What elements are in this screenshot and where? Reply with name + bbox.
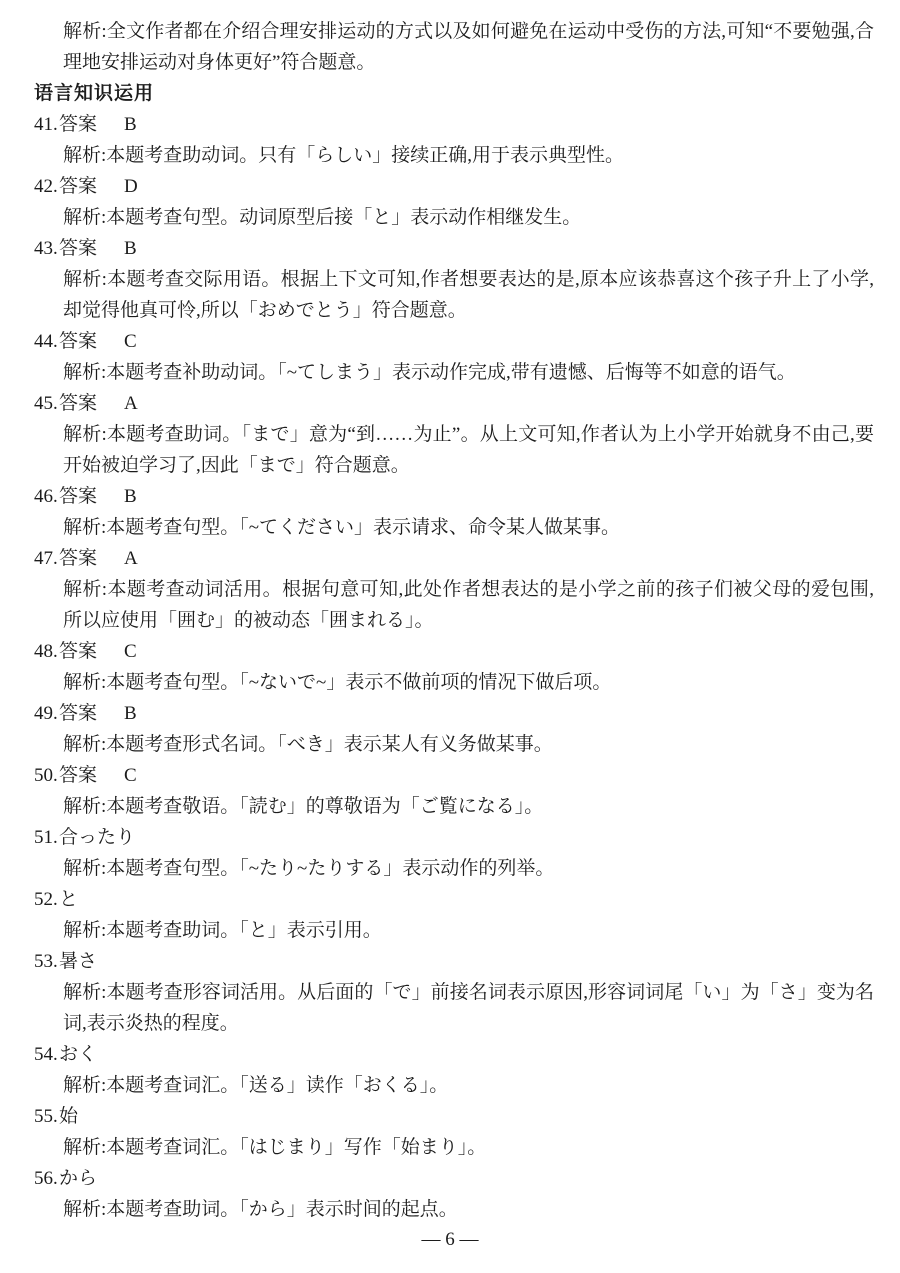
item-number: 47.: [34, 548, 58, 569]
item-number: 56.: [34, 1168, 58, 1189]
item-explanation: 解析:本题考查词汇。「はじまり」写作「始まり」。: [63, 1137, 487, 1158]
item-explanation: 解析:本题考查动词活用。根据句意可知,此处作者想表达的是小学之前的孩子们被父母的爱包围,所以应使用「囲む」的被动态「囲まれる」。: [63, 579, 874, 631]
answer-item: [0, 388, 900, 481]
item-answer-letter: C: [124, 765, 137, 786]
item-head: [34, 946, 900, 977]
item-head: [34, 760, 900, 791]
item-explanation: 解析:本题考查词汇。「送る」读作「おくる」。: [63, 1075, 449, 1096]
item-head: [34, 109, 900, 140]
item-answer-label: 答案: [59, 703, 98, 724]
answer-item: [0, 946, 900, 1039]
answer-item: [0, 109, 900, 171]
item-answer-label: 答案: [59, 765, 98, 786]
answer-item: [0, 233, 900, 326]
item-answer-letter: A: [124, 393, 138, 414]
item-number: 48.: [34, 641, 58, 662]
answer-item: [0, 481, 900, 543]
item-answer-letter: A: [124, 548, 138, 569]
answer-item: [0, 326, 900, 388]
item-answer-letter: B: [124, 238, 137, 259]
answer-item: [0, 1039, 900, 1101]
answer-item: [0, 1163, 900, 1225]
item-answer-label: 答案: [59, 114, 98, 135]
item-answer-letter: C: [124, 641, 137, 662]
item-number: 53.: [34, 951, 58, 972]
answer-item: [0, 760, 900, 822]
item-answer-label: から: [59, 1168, 98, 1189]
item-explanation: 解析:本题考查句型。动词原型后接「と」表示动作相继发生。: [63, 207, 582, 228]
item-number: 44.: [34, 331, 58, 352]
item-explanation: 解析:本题考查助词。「と」表示引用。: [63, 920, 382, 941]
item-explanation: 解析:本题考查形容词活用。从后面的「で」前接名词表示原因,形容词词尾「い」为「さ」变为名词,表示炎热的程度。: [63, 982, 874, 1034]
item-explanation: 解析:本题考查助动词。只有「らしい」接续正确,用于表示典型性。: [63, 145, 625, 166]
item-number: 52.: [34, 889, 58, 910]
item-explanation: 解析:本题考查助词。「から」表示时间的起点。: [63, 1199, 458, 1220]
item-number: 43.: [34, 238, 58, 259]
item-head: [34, 388, 900, 419]
item-answer-label: 答案: [59, 486, 98, 507]
item-head: [34, 171, 900, 202]
item-head: [34, 884, 900, 915]
item-answer-letter: B: [124, 486, 137, 507]
item-head: [34, 1101, 900, 1132]
item-number: 42.: [34, 176, 58, 197]
item-answer-label: と: [59, 889, 79, 910]
item-answer-label: 暑さ: [59, 951, 98, 972]
item-explanation: 解析:本题考查句型。「~ないで~」表示不做前项的情况下做后项。: [63, 672, 612, 693]
item-answer-label: 答案: [59, 641, 98, 662]
item-number: 51.: [34, 827, 58, 848]
item-head: [34, 1163, 900, 1194]
item-explanation: 解析:本题考查交际用语。根据上下文可知,作者想要表达的是,原本应该恭喜这个孩子升上了小学,却觉得他真可怜,所以「おめでとう」符合题意。: [63, 269, 874, 321]
answer-item: [0, 171, 900, 233]
page-number: — 6 —: [421, 1229, 479, 1250]
item-explanation: 解析:本题考查句型。「~てください」表示请求、命令某人做某事。: [63, 517, 621, 538]
item-explanation: 解析:本题考查句型。「~たり~たりする」表示动作的列举。: [63, 858, 555, 879]
item-answer-label: 答案: [59, 176, 98, 197]
item-number: 41.: [34, 114, 58, 135]
item-explanation: 解析:本题考查助词。「まで」意为“到……为止”。从上文可知,作者认为上小学开始就身不由己,要开始被迫学习了,因此「まで」符合题意。: [63, 424, 874, 476]
item-explanation: 解析:本题考查敬语。「読む」的尊敬语为「ご覧になる」。: [63, 796, 544, 817]
item-answer-letter: C: [124, 331, 137, 352]
item-answer-label: 答案: [59, 331, 98, 352]
item-answer-letter: D: [124, 176, 138, 197]
item-explanation: 解析:本题考查补助动词。「~てしまう」表示动作完成,带有遗憾、后悔等不如意的语气。: [63, 362, 796, 383]
answer-list: [0, 109, 900, 1225]
answer-item: [0, 698, 900, 760]
explanation-continuation: 解析:全文作者都在介绍合理安排运动的方式以及如何避免在运动中受伤的方法,可知“不要勉强,合理地安排运动对身体更好”符合题意。: [63, 21, 874, 73]
item-number: 50.: [34, 765, 58, 786]
item-answer-label: 答案: [59, 548, 98, 569]
item-number: 54.: [34, 1044, 58, 1065]
answer-item: [0, 543, 900, 636]
answer-item: [0, 636, 900, 698]
section-header: 语言知识运用: [34, 83, 155, 104]
answer-item: [0, 822, 900, 884]
answer-item: [0, 1101, 900, 1163]
item-answer-label: 始: [59, 1106, 79, 1127]
item-answer-label: 合ったり: [59, 827, 136, 848]
item-number: 49.: [34, 703, 58, 724]
item-head: [34, 822, 900, 853]
item-head: [34, 1039, 900, 1070]
item-number: 46.: [34, 486, 58, 507]
item-answer-label: 答案: [59, 238, 98, 259]
item-head: [34, 636, 900, 667]
item-answer-letter: B: [124, 703, 137, 724]
item-head: [34, 543, 900, 574]
item-explanation: 解析:本题考查形式名词。「べき」表示某人有义务做某事。: [63, 734, 553, 755]
item-answer-label: おく: [59, 1044, 98, 1065]
item-head: [34, 481, 900, 512]
item-answer-label: 答案: [59, 393, 98, 414]
item-head: [34, 698, 900, 729]
item-number: 55.: [34, 1106, 58, 1127]
item-answer-letter: B: [124, 114, 137, 135]
item-number: 45.: [34, 393, 58, 414]
item-head: [34, 326, 900, 357]
item-head: [34, 233, 900, 264]
answer-item: [0, 884, 900, 946]
